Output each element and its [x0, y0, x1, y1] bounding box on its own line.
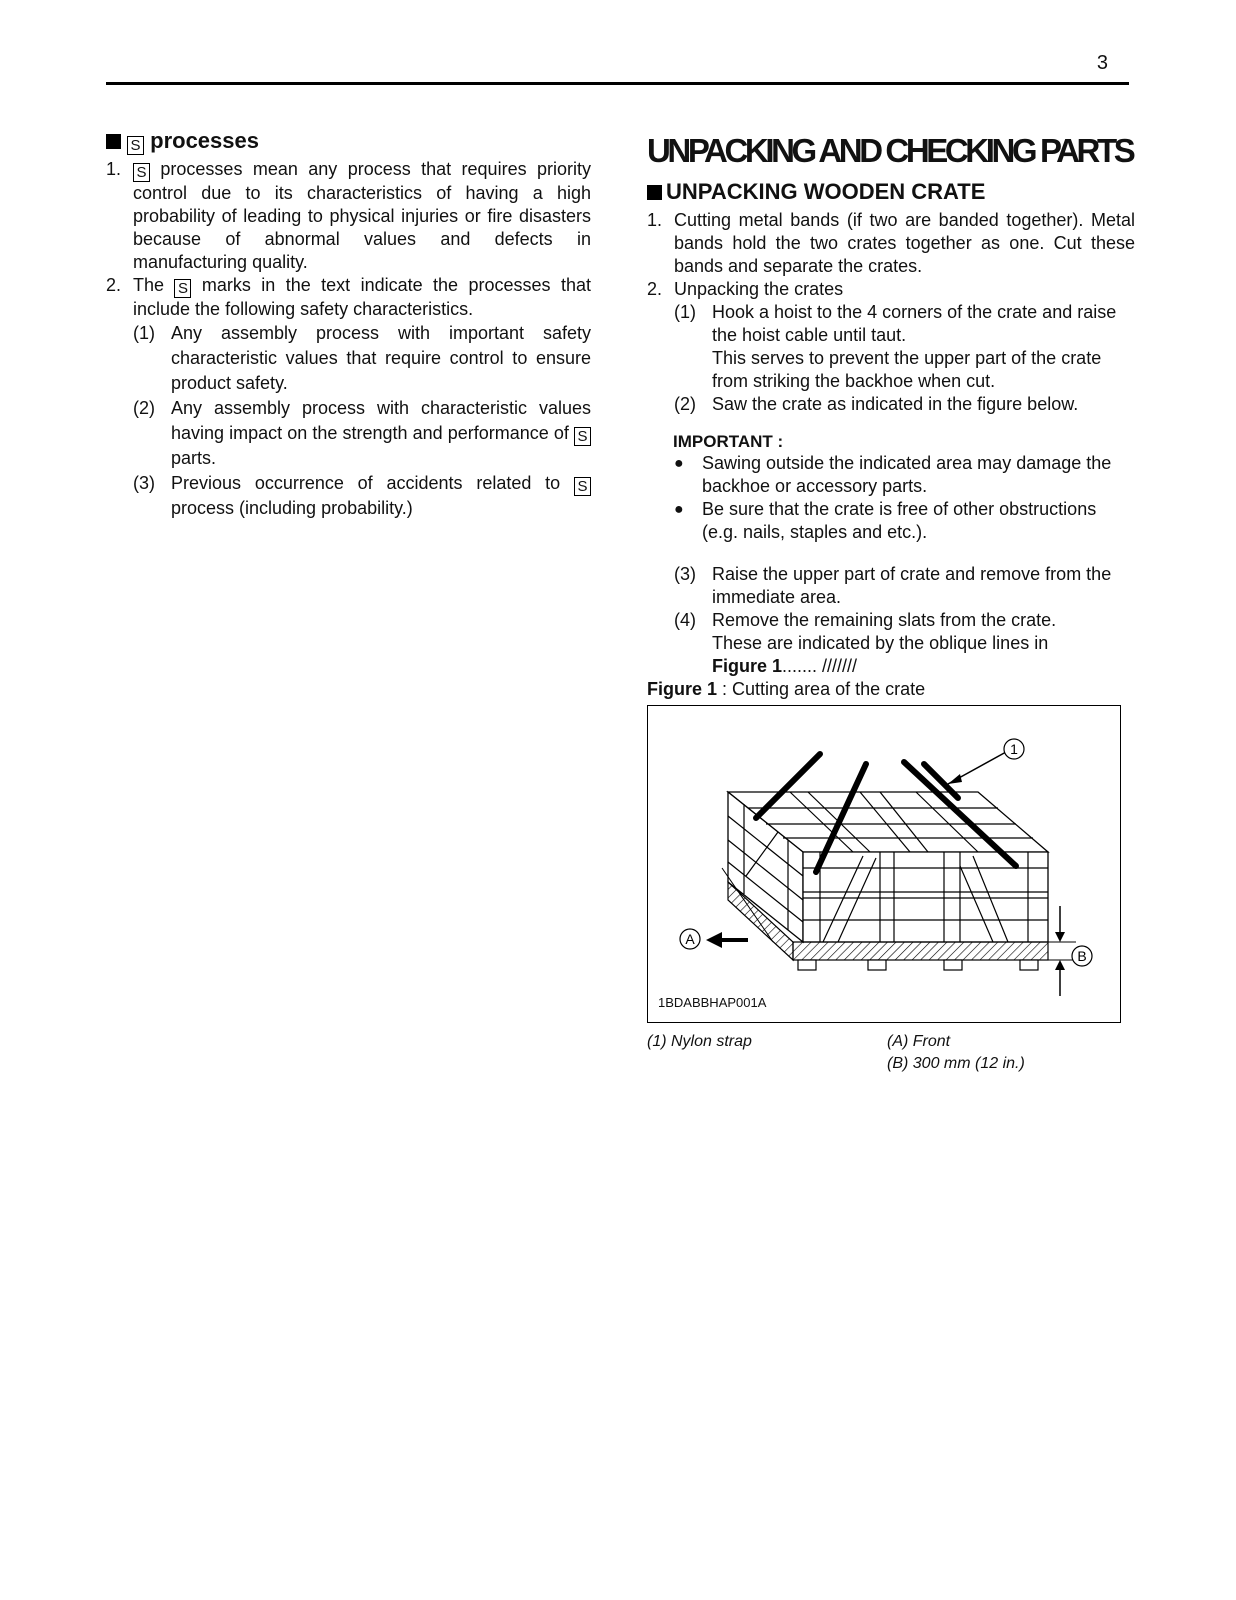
subtitle	[647, 179, 1135, 205]
bullet-item-1	[674, 452, 1135, 498]
list-item-1	[647, 209, 1135, 278]
sub-text	[171, 396, 591, 471]
s-mark-icon: S	[574, 477, 591, 496]
sub-number: (2)	[133, 398, 155, 418]
sub-number: (1)	[133, 323, 155, 343]
sub-number: (4)	[674, 610, 696, 630]
sub-item-2	[133, 396, 591, 471]
sub-3-text-b: process (including probability.)	[171, 498, 413, 518]
callout-b-label: B	[1077, 948, 1087, 964]
page-number: 3	[1096, 52, 1108, 74]
sub-4-figure-ref	[712, 655, 1056, 678]
sub-item-3	[133, 471, 591, 521]
sub-1-text: Hook a hoist to the 4 corners of the crate and raise the hoist cable until taut.	[712, 302, 1117, 345]
sub-item-4	[674, 609, 1135, 678]
sub-4-text-2: These are indicated by the oblique lines in	[712, 633, 1049, 653]
sub-1-text-2: This serves to prevent the upper part of the crate from striking the backhoe when cut.	[712, 348, 1102, 391]
sub-number: (1)	[674, 302, 696, 322]
list-item-1	[106, 158, 591, 274]
item-2-pre: The	[133, 275, 165, 295]
sub-number: (3)	[674, 564, 696, 584]
list-item-2	[647, 278, 1135, 301]
item-number: 2.	[647, 279, 663, 299]
sub-text: Saw the crate as indicated in the figure below.	[712, 394, 1079, 414]
bullet-dot-icon: ●	[674, 501, 684, 518]
crate-illustration	[648, 706, 1120, 1022]
sub-text	[171, 471, 591, 521]
item-2-post: marks in the text indicate the processes that include the following safety characteristics.	[133, 275, 591, 319]
sub-text: Raise the upper part of crate and remove from the immediate area.	[712, 564, 1112, 607]
crate-figure	[647, 705, 1121, 1023]
header-rule	[106, 82, 1129, 85]
sub-number: (3)	[133, 473, 155, 493]
page-title: UNPACKING AND CHECKING PARTS	[647, 132, 1133, 169]
item-number: 1.	[647, 210, 663, 230]
figure-code: 1BDABBHAP001A	[658, 995, 767, 1010]
figure-ref-rest: ....... ///////	[782, 656, 858, 676]
bullet-dot-icon: ●	[674, 455, 684, 472]
list-item-2	[106, 274, 591, 321]
s-mark-icon: S	[174, 279, 191, 298]
section-title	[106, 128, 591, 155]
s-mark-icon: S	[127, 136, 144, 155]
sub-2-text-a: Any assembly process with characteristic values having impact on the strength and performance of	[171, 398, 591, 443]
sub-item-3	[674, 563, 1135, 609]
callout-a-label: A	[685, 931, 695, 947]
sub-item-2	[674, 393, 1135, 416]
sub-text	[712, 609, 1056, 678]
sub-2-text-b: parts.	[171, 448, 217, 468]
s-mark-icon: S	[133, 163, 150, 182]
item-text: Cutting metal bands (if two are banded together). Metal bands hold the two crates together as one. Cut these bands and separate the crates.	[674, 210, 1135, 276]
sub-item-1	[133, 321, 591, 396]
bullet-text: Sawing outside the indicated area may damage the backhoe or accessory parts.	[702, 453, 1112, 496]
legend-1: (1) Nylon strap	[647, 1033, 752, 1050]
sub-4-text: Remove the remaining slats from the crate.	[712, 610, 1057, 630]
subtitle-text: UNPACKING WOODEN CRATE	[666, 179, 986, 204]
figure-legend	[647, 1031, 1135, 1075]
sub-item-1	[674, 301, 1135, 393]
item-number: 2.	[106, 275, 122, 295]
sub-3-text-a: Previous occurrence of accidents related to	[171, 473, 561, 493]
figure-caption-rest: : Cutting area of the crate	[717, 679, 926, 699]
bullet-item-2	[674, 498, 1135, 544]
legend-b: (B) 300 mm (12 in.)	[887, 1055, 1025, 1072]
sub-text: Any assembly process with important safety characteristic values that require control to ensure product safety.	[171, 323, 591, 393]
callout-1-label: 1	[1010, 741, 1018, 757]
figure-ref-bold: Figure 1	[712, 656, 783, 676]
section-title-text: processes	[150, 128, 259, 153]
figure-caption	[647, 678, 1135, 701]
item-text	[133, 158, 591, 274]
legend-a: (A) Front	[887, 1033, 951, 1050]
square-bullet-icon	[106, 134, 121, 149]
s-mark-icon: S	[574, 427, 591, 446]
left-column	[106, 128, 591, 521]
item-1-text: processes mean any process that requires priority control due to its characteristics of having a high probability of leading to physical injuries or fire disasters because of abnormal values and defects in manufacturing quality.	[133, 159, 591, 272]
legend-ab	[887, 1031, 1025, 1075]
right-column	[647, 128, 1135, 1075]
item-text	[133, 274, 591, 321]
square-bullet-icon	[647, 185, 662, 200]
item-number: 1.	[106, 159, 122, 179]
important-label: IMPORTANT :	[673, 432, 784, 451]
item-text: Unpacking the crates	[674, 279, 844, 299]
sub-number: (2)	[674, 394, 696, 414]
bullet-text: Be sure that the crate is free of other obstructions (e.g. nails, staples and etc.).	[702, 499, 1097, 542]
figure-caption-bold: Figure 1	[647, 679, 718, 699]
sub-text	[712, 301, 1135, 393]
